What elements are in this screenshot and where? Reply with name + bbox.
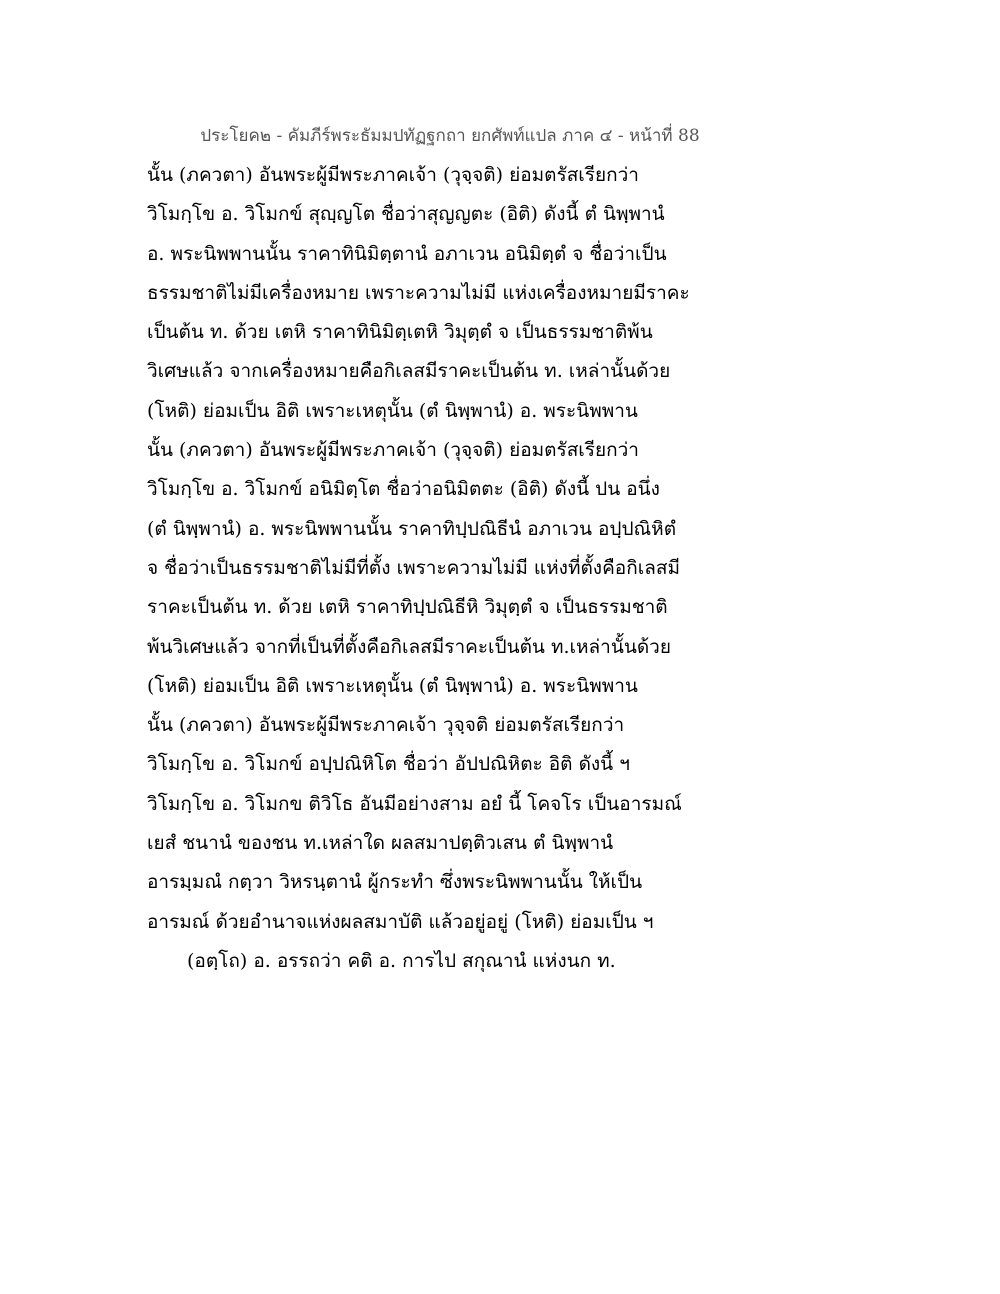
text-line: พ้นวิเศษแล้ว จากที่เป็นที่ตั้งคือกิเลสมีราคะเป็นต้น ท.เหล่านั้นด้วย xyxy=(147,635,671,658)
text-line: ธรรมชาติไม่มีเครื่องหมาย เพราะความไม่มี แห่งเครื่องหมายมีราคะ xyxy=(147,281,690,304)
text-line: อารมณ์ ด้วยอำนาจแห่งผลสมาบัติ แล้วอยู่อยู่ (โหติ) ย่อมเป็น ฯ xyxy=(147,910,654,933)
running-header: ประโยค๒ - คัมภีร์พระธัมมปทัฏฐกถา ยกศัพท์แปล ภาค ๔ - หน้าที่ 88 xyxy=(200,126,700,146)
text-line: (ตํ นิพฺพานํ) อ. พระนิพพานนั้น ราคาทิปฺปณิธีนํ อภาเวน อปฺปณิหิตํ xyxy=(147,517,677,540)
text-line: เยสํ ชนานํ ของชน ท.เหล่าใด ผลสมาปตฺติวเสน ตํ นิพฺพานํ xyxy=(147,832,614,855)
text-line: จ ชื่อว่าเป็นธรรมชาติไม่มีที่ตั้ง เพราะความไม่มี แห่งที่ตั้งคือกิเลสมี xyxy=(147,556,680,579)
text-line: เป็นต้น ท. ด้วย เตหิ ราคาทินิมิตฺเตหิ วิมุตฺตํ จ เป็นธรรมชาติพ้น xyxy=(147,321,653,344)
body-text xyxy=(147,156,707,981)
text-line: ราคะเป็นต้น ท. ด้วย เตหิ ราคาทิปฺปณิธีหิ วิมุตฺตํ จ เป็นธรรมชาติ xyxy=(147,596,668,619)
text-line: อ. พระนิพพานนั้น ราคาทินิมิตฺตานํ อภาเวน อนิมิตฺตํ จ ชื่อว่าเป็น xyxy=(147,242,667,265)
text-line: นั้น (ภควตา) อันพระผู้มีพระภาคเจ้า (วุจฺจติ) ย่อมตรัสเรียกว่า xyxy=(147,439,639,462)
text-line: วิโมกฺโข อ. วิโมกข ติวิโธ อันมีอย่างสาม อยํ นี้ โคจโร เป็นอารมณ์ xyxy=(147,792,682,815)
text-line: นั้น (ภควตา) อันพระผู้มีพระภาคเจ้า (วุจฺจติ) ย่อมตรัสเรียกว่า xyxy=(147,164,639,186)
text-line: (โหติ) ย่อมเป็น อิติ เพราะเหตุนั้น (ตํ นิพฺพานํ) อ. พระนิพพาน xyxy=(147,399,638,422)
text-line-indented: (อตฺโถ) อ. อรรถว่า คติ อ. การไป สกุณานํ แห่งนก ท. xyxy=(187,949,616,972)
text-line: นั้น (ภควตา) อันพระผู้มีพระภาคเจ้า วุจฺจติ ย่อมตรัสเรียกว่า xyxy=(147,714,625,737)
text-line: วิเศษแล้ว จากเครื่องหมายคือกิเลสมีราคะเป็นต้น ท. เหล่านั้นด้วย xyxy=(147,360,671,383)
text-line: อารมฺมณํ กตฺวา วิหรนฺตานํ ผู้กระทำ ซึ่งพระนิพพานนั้น ให้เป็น xyxy=(147,871,643,894)
text-line: (โหติ) ย่อมเป็น อิติ เพราะเหตุนั้น (ตํ นิพฺพานํ) อ. พระนิพพาน xyxy=(147,674,638,697)
text-line: วิโมกฺโข อ. วิโมกข์ อนิมิตฺโต ชื่อว่าอนิมิตตะ (อิติ) ดังนี้ ปน อนึ่ง xyxy=(147,478,660,501)
text-line: วิโมกฺโข อ. วิโมกข์ สุญฺญโต ชื่อว่าสุญญตะ (อิติ) ดังนี้ ตํ นิพฺพานํ xyxy=(147,203,665,226)
text-line: วิโมกฺโข อ. วิโมกข์ อปฺปณิหิโต ชื่อว่า อัปปณิหิตะ อิติ ดังนี้ ฯ xyxy=(147,753,630,776)
